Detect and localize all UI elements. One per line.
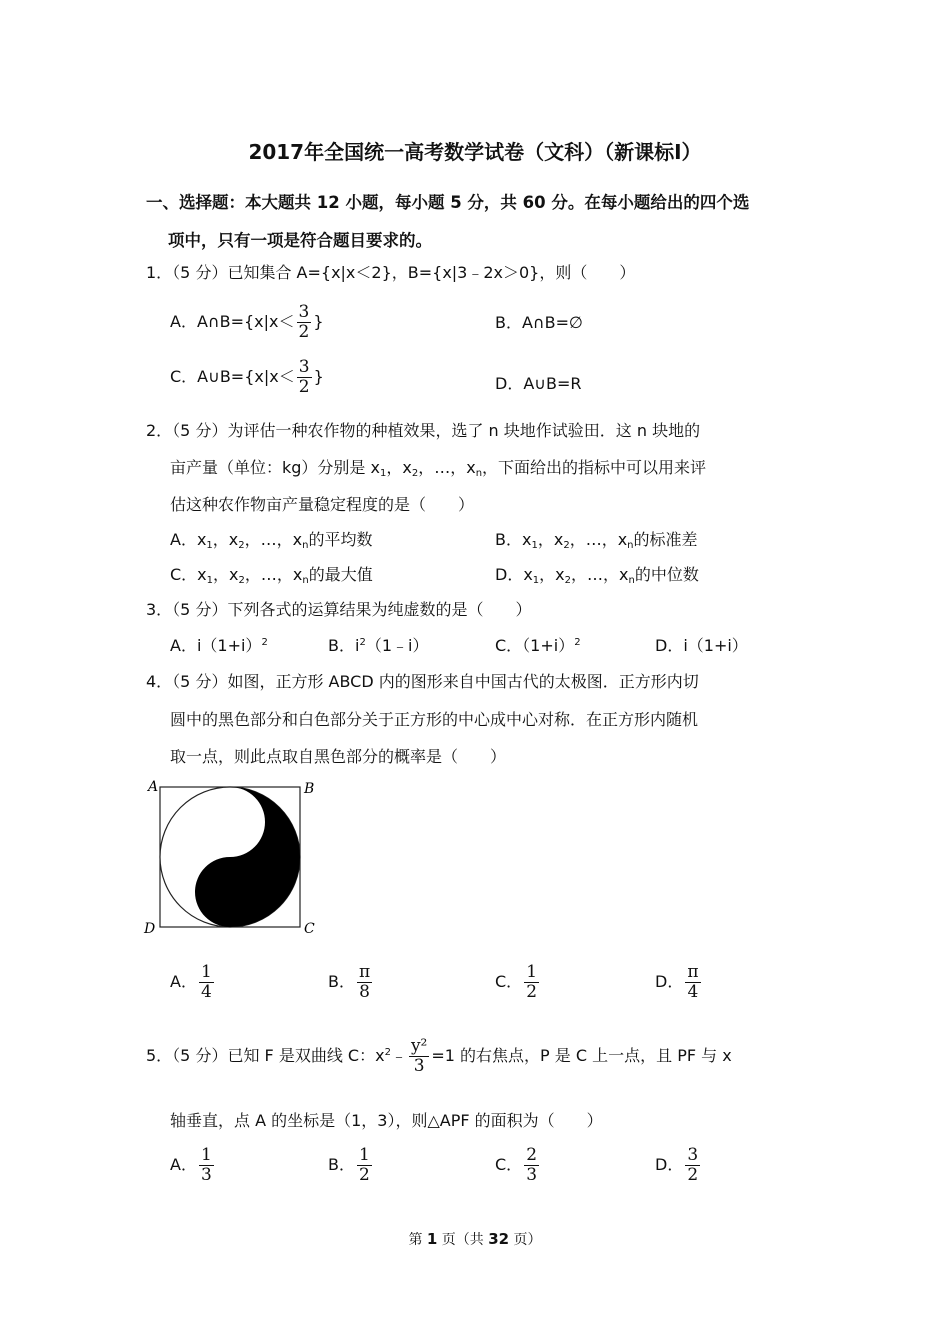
- subscript-2: 2: [563, 540, 570, 551]
- q2-line3: 估这种农作物亩产量稳定程度的是（ ）: [170, 495, 475, 514]
- sep: ，…，x: [569, 530, 628, 549]
- footer-total-pages: 32: [488, 1230, 510, 1248]
- opt-label: B．: [328, 972, 355, 991]
- subscript-1: 1: [379, 468, 387, 479]
- opt-post: 的中位数: [634, 565, 699, 584]
- subscript-n: n: [302, 540, 309, 551]
- subscript-n: n: [475, 468, 483, 479]
- opt-pre: A．i（1+i）: [170, 636, 262, 655]
- sep: ，…，x: [244, 565, 303, 584]
- opt-label: A．: [170, 1155, 197, 1174]
- footer-mid: 页（共: [437, 1232, 489, 1248]
- q4-option-b: [328, 963, 374, 1002]
- fraction-denominator: 2: [298, 322, 310, 342]
- q4-option-d: [655, 963, 703, 1002]
- q2-option-b: [495, 527, 698, 551]
- opt-pre: A．x: [170, 530, 207, 549]
- opt-pre: C．（1+i）: [495, 636, 575, 655]
- q3-option-b: [328, 633, 428, 656]
- fraction-numerator: 3: [298, 357, 310, 377]
- q4-option-c: [495, 963, 541, 1002]
- q5-post: =1 的右焦点，P 是 C 上一点，且 PF 与 x: [431, 1046, 732, 1065]
- fraction-numerator: 1: [200, 962, 212, 982]
- q5-pre: 5．（5 分）已知 F 是双曲线 C：x: [146, 1046, 385, 1065]
- q4-option-a: [170, 963, 216, 1002]
- black-dot: [223, 885, 237, 899]
- fraction-numerator: 3: [687, 1145, 699, 1165]
- subscript-1: 1: [531, 540, 538, 551]
- opt-pre: B．x: [495, 530, 532, 549]
- opt-pre: C．x: [170, 565, 207, 584]
- q2-line2-post: ，下面给出的指标中可以用来评: [482, 458, 707, 477]
- sep: ，x: [537, 530, 564, 549]
- q1-option-a-fraction: [297, 303, 312, 342]
- q5-option-a: [170, 1146, 216, 1185]
- q1-option-a: [170, 303, 324, 342]
- fraction-denominator: 4: [200, 982, 212, 1002]
- opt-label: A．: [170, 972, 197, 991]
- fraction-denominator: 3: [200, 1165, 212, 1185]
- superscript: 2: [359, 637, 366, 648]
- q4-option-c-fraction: [524, 963, 539, 1002]
- q1-option-c-fraction: [297, 358, 312, 397]
- q3-option-d: D．i（1+i）: [655, 636, 748, 655]
- q5-option-b-fraction: [357, 1146, 372, 1185]
- footer-page-number: 1: [426, 1230, 438, 1248]
- q1-option-a-text: A．A∩B={x|x＜: [170, 312, 295, 331]
- q5-option-d-fraction: [685, 1146, 700, 1185]
- q4-line1: 4．（5 分）如图，正方形 ABCD 内的图形来自中国古代的太极图．正方形内切: [146, 672, 699, 691]
- opt-label: D．: [655, 1155, 684, 1174]
- q2-line2-sep1: ，x: [386, 458, 412, 477]
- fraction-numerator: 1: [526, 962, 538, 982]
- fraction-denominator: 8: [359, 982, 370, 1002]
- q5-option-b: [328, 1146, 374, 1185]
- fraction-numerator: y²: [410, 1036, 428, 1056]
- superscript: 2: [574, 637, 581, 648]
- q1-option-a-close: }: [313, 312, 324, 331]
- subscript-1: 1: [206, 540, 213, 551]
- q5-option-d: [655, 1146, 702, 1185]
- subscript-1: 1: [206, 575, 214, 586]
- page-footer: [0, 1229, 950, 1249]
- fraction-numerator: 2: [526, 1145, 538, 1165]
- fraction-numerator: 3: [298, 302, 310, 322]
- footer-pre: 第: [408, 1232, 427, 1248]
- opt-post: 的标准差: [633, 530, 698, 549]
- subscript-n: n: [302, 575, 309, 586]
- subscript-2: 2: [238, 540, 245, 551]
- fraction-denominator: 3: [526, 1165, 538, 1185]
- subscript-1: 1: [532, 575, 540, 586]
- subscript-n: n: [628, 575, 635, 586]
- q4-line3: 取一点，则此点取自黑色部分的概率是（ ）: [170, 747, 507, 766]
- label-d: D: [144, 921, 156, 937]
- superscript: 2: [261, 637, 268, 648]
- fraction-denominator: 2: [358, 1165, 370, 1185]
- white-dot: [223, 815, 237, 829]
- opt-post: 的平均数: [308, 530, 373, 549]
- subscript-2: 2: [411, 468, 419, 479]
- q2-option-c: [170, 562, 373, 586]
- label-b: B: [304, 781, 315, 797]
- opt-post: （1﹣i）: [365, 636, 429, 655]
- fraction-denominator: 4: [687, 982, 699, 1002]
- opt-label: D．: [655, 972, 684, 991]
- sep: ，x: [539, 565, 565, 584]
- section-heading-line2: 项中，只有一项是符合题目要求的。: [168, 231, 432, 250]
- opt-label: C．: [495, 972, 523, 991]
- fraction-numerator: 1: [358, 1145, 370, 1165]
- subscript-2: 2: [564, 575, 572, 586]
- sep: ，x: [213, 565, 239, 584]
- fraction-denominator: 3: [413, 1056, 425, 1076]
- q2-option-a: [170, 527, 373, 551]
- q2-line2-sep2: ，…，x: [418, 458, 476, 477]
- q1-stem: 1．（5 分）已知集合 A={x|x＜2}，B={x|3﹣2x＞0}，则（ ）: [146, 263, 636, 282]
- sep: ，x: [212, 530, 239, 549]
- q1-option-d: D．A∪B=R: [495, 374, 582, 393]
- fraction-denominator: 2: [298, 377, 310, 397]
- label-c: C: [304, 921, 315, 937]
- subscript-n: n: [627, 540, 634, 551]
- q5-minus: ﹣: [390, 1046, 407, 1065]
- q4-option-d-fraction: [685, 963, 700, 1002]
- q1-option-c-close: }: [313, 367, 324, 386]
- fraction-numerator: π: [358, 962, 371, 982]
- q4-line2: 圆中的黑色部分和白色部分关于正方形的中心成中心对称．在正方形内随机: [170, 710, 699, 729]
- opt-pre: B．i: [328, 636, 360, 655]
- opt-pre: D．x: [495, 565, 533, 584]
- fraction-denominator: 2: [526, 982, 538, 1002]
- footer-post: 页）: [509, 1232, 542, 1248]
- q1-option-b: B．A∩B=∅: [495, 313, 583, 332]
- q5-line1: [146, 1037, 732, 1076]
- q3-option-c: [495, 633, 581, 656]
- q5-option-c-fraction: [524, 1146, 539, 1185]
- q3-stem: 3．（5 分）下列各式的运算结果为纯虚数的是（ ）: [146, 600, 532, 619]
- subscript-2: 2: [238, 575, 245, 586]
- taiji-figure: [140, 775, 325, 940]
- q5-option-c: [495, 1146, 541, 1185]
- q5-fraction: [409, 1037, 429, 1076]
- q2-line2: [170, 455, 706, 479]
- q5-line2: 轴垂直，点 A 的坐标是（1，3），则△APF 的面积为（ ）: [170, 1111, 603, 1130]
- superscript: 2: [384, 1047, 391, 1058]
- q1-option-c-text: C．A∪B={x|x＜: [170, 367, 295, 386]
- q2-line1: 2．（5 分）为评估一种农作物的种植效果，选了 n 块地作试验田．这 n 块地的: [146, 421, 701, 440]
- q3-option-a: [170, 633, 268, 656]
- q1-option-c: [170, 358, 324, 397]
- opt-post: 的最大值: [308, 565, 373, 584]
- section-heading-line1: 一、选择题：本大题共 12 小题，每小题 5 分，共 60 分。在每小题给出的四个选: [146, 193, 750, 212]
- sep: ，…，x: [244, 530, 303, 549]
- fraction-denominator: 2: [687, 1165, 699, 1185]
- q2-line2-pre: 亩产量（单位：kg）分别是 x: [170, 458, 380, 477]
- opt-label: C．: [495, 1155, 523, 1174]
- opt-label: B．: [328, 1155, 355, 1174]
- sep: ，…，x: [571, 565, 629, 584]
- page-title: 2017年全国统一高考数学试卷（文科）（新课标Ⅰ）: [248, 140, 702, 164]
- fraction-numerator: 1: [200, 1145, 212, 1165]
- q2-option-d: [495, 562, 699, 586]
- q5-option-a-fraction: [199, 1146, 214, 1185]
- label-a: A: [148, 779, 159, 795]
- fraction-numerator: π: [687, 962, 699, 982]
- q4-option-a-fraction: [199, 963, 214, 1002]
- q4-option-b-fraction: [357, 963, 372, 1002]
